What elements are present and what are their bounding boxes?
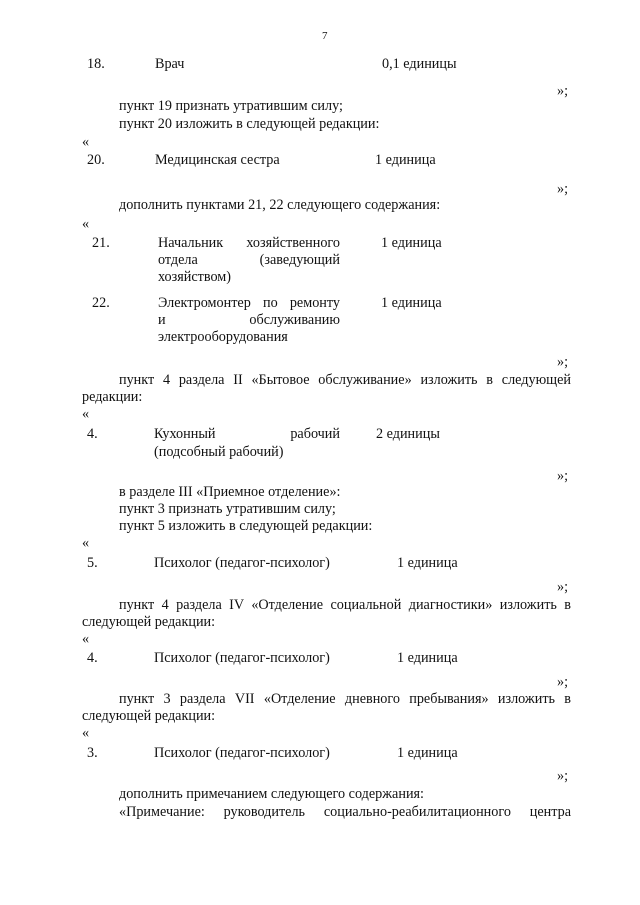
- closing-quote: »;: [557, 354, 569, 370]
- text-line: «Примечание: руководитель социально-реабилитационного центра: [119, 804, 571, 820]
- position-quantity: 1 единица: [397, 650, 458, 666]
- opening-quote: «: [82, 535, 90, 551]
- closing-quote: »;: [557, 83, 569, 99]
- position-quantity: 0,1 единицы: [382, 56, 457, 72]
- position-quantity: 1 единица: [397, 745, 458, 761]
- position-name: Врач: [155, 56, 185, 72]
- position-name: Психолог (педагог-психолог): [154, 745, 330, 761]
- text-line: пункт 19 признать утратившим силу;: [119, 98, 343, 114]
- position-quantity: 1 единица: [381, 235, 442, 251]
- position-quantity: 2 единицы: [376, 426, 440, 442]
- position-name: Начальник хозяйственного: [158, 235, 340, 251]
- row-number: 22.: [92, 295, 110, 311]
- text-line: в разделе III «Приемное отделение»:: [119, 484, 341, 500]
- row-number: 4.: [87, 650, 98, 666]
- position-name: отдела (заведующий: [158, 252, 340, 268]
- position-name: Психолог (педагог-психолог): [154, 650, 330, 666]
- closing-quote: »;: [557, 768, 569, 784]
- opening-quote: «: [82, 725, 90, 741]
- opening-quote: «: [82, 406, 90, 422]
- position-quantity: 1 единица: [397, 555, 458, 571]
- position-name: Психолог (педагог-психолог): [154, 555, 330, 571]
- opening-quote: «: [82, 631, 90, 647]
- text-line: следующей редакции:: [82, 614, 216, 630]
- text-line: пункт 20 изложить в следующей редакции:: [119, 116, 380, 132]
- closing-quote: »;: [557, 674, 569, 690]
- row-number: 5.: [87, 555, 98, 571]
- row-number: 4.: [87, 426, 98, 442]
- text-line: пункт 4 раздела II «Бытовое обслуживание» изложить в следующей: [119, 372, 571, 388]
- row-number: 3.: [87, 745, 98, 761]
- opening-quote: «: [82, 134, 90, 150]
- closing-quote: »;: [557, 181, 569, 197]
- text-line: пункт 5 изложить в следующей редакции:: [119, 518, 373, 534]
- opening-quote: «: [82, 216, 90, 232]
- row-number: 20.: [87, 152, 105, 168]
- position-name: Медицинская сестра: [155, 152, 280, 168]
- text-line: следующей редакции:: [82, 708, 216, 724]
- position-name: (подсобный рабочий): [154, 444, 284, 460]
- position-quantity: 1 единица: [375, 152, 436, 168]
- text-line: пункт 3 признать утратившим силу;: [119, 501, 336, 517]
- position-name: Кухонный рабочий: [154, 426, 340, 442]
- closing-quote: »;: [557, 468, 569, 484]
- position-name: хозяйством): [158, 269, 231, 285]
- position-name: Электромонтер по ремонту: [158, 295, 340, 311]
- position-name: электрооборудования: [158, 329, 288, 345]
- row-number: 21.: [92, 235, 110, 251]
- page-number: 7: [322, 30, 328, 42]
- text-line: дополнить пунктами 21, 22 следующего содержания:: [119, 197, 441, 213]
- closing-quote: »;: [557, 579, 569, 595]
- text-line: пункт 4 раздела IV «Отделение социальной диагностики» изложить в: [119, 597, 571, 613]
- text-line: дополнить примечанием следующего содержания:: [119, 786, 425, 802]
- text-line: пункт 3 раздела VII «Отделение дневного пребывания» изложить в: [119, 691, 571, 707]
- position-name: и обслуживанию: [158, 312, 340, 328]
- position-quantity: 1 единица: [381, 295, 442, 311]
- row-number: 18.: [87, 56, 105, 72]
- text-line: редакции:: [82, 389, 143, 405]
